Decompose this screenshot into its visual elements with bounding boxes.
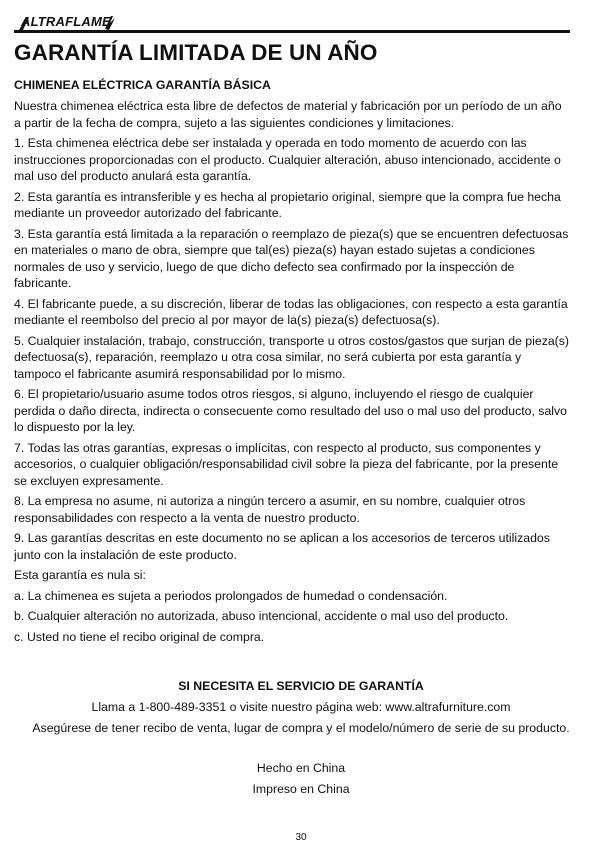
service-section: [0, 676, 602, 739]
page-number: 30: [295, 832, 307, 843]
clause-4: 4. El fabricante puede, a su discreción, liberar de todas las obligaciones, con respecto a esta garantía mediante el reembolso del precio al por mayor de la(s) pieza(s) defectuosa(s).: [14, 296, 568, 327]
intro-paragraph: Nuestra chimenea eléctrica esta libre de defectos de material y fabricación por un período de un año a partir de la fecha de compra, sujeto a las siguientes condiciones y limitaciones.: [14, 99, 562, 130]
printed-in-text: Impreso en China: [252, 782, 350, 796]
clause-8: 8. La empresa no asume, ni autoriza a ningún tercero a asumir, en su nombre, cualquier otros responsabilidades con respecto a la venta de nuestro producto.: [14, 494, 526, 525]
void-condition-c: c. Usted no tiene el recibo original de compra.: [14, 629, 265, 644]
clause-5: 5. Cualquier instalación, trabajo, construcción, transporte u otros costos/gastos que surjan de pieza(s) defectuosa(s), reparación, reemplazo u otra cosa similar, no será cubierta por esta garantía y tampoco el fabricante asumirá responsabilidad por lo mismo.: [14, 333, 570, 381]
service-note: Asegúrese de tener recibo de venta, lugar de compra y el modelo/número de serie de su producto.: [32, 721, 570, 735]
service-contact: Llama a 1-800-489-3351 o visite nuestro página web: www.altrafurniture.com: [91, 700, 511, 714]
clause-6: 6. El propietario/usuario asume todos otros riesgos, si alguno, incluyendo el riesgo de cualquier perdida o daño directa, indirecta o consecuente como resultado del uso o mal uso del producto, salvo lo dispuesto por la ley.: [14, 387, 568, 434]
void-conditions-heading: Esta garantía es nula si:: [14, 568, 146, 582]
void-condition-a: a. La chimenea es sujeta a periodos prolongados de humedad o condensación.: [14, 588, 448, 603]
origin-section: [0, 758, 602, 800]
clause-1: 1. Esta chimenea eléctrica debe ser instalada y operada en todo momento de acuerdo con las instrucciones proporcionadas con el producto. Cualquier alteración, abuso intencionado, accidente o mal uso del producto anulará esta garantía.: [14, 136, 561, 183]
clause-7: 7. Todas las otras garantías, expresas o implícitas, con respecto al producto, sus componentes y accesorios, o cualquier obligación/responsabilidad civil sobre la pieza del fabricante, por la presente se excluyen expresamente.: [14, 440, 559, 488]
made-in-text: Hecho en China: [256, 761, 346, 775]
header-rule: [14, 30, 570, 33]
warranty-body: [14, 78, 570, 649]
clause-3: 3. Esta garantía está limitada a la reparación o reemplazo de pieza(s) que se encuentren defectuosas en materiales o mano de obra, siempre que tal(es) pieza(s) hayan estado sujetas a condiciones normales de uso y servicio, luego de que dicho defecto sea confirmado por la inspección de fabricante.: [14, 226, 569, 290]
page-title: GARANTÍA LIMITADA DE UN AÑO: [14, 40, 378, 65]
void-condition-b: b. Cualquier alteración no autorizada, abuso intencional, accidente o mal uso del producto.: [14, 609, 509, 623]
section-subtitle: CHIMENEA ELÉCTRICA GARANTÍA BÁSICA: [14, 78, 271, 92]
logo-text: ALTRAFLAME: [21, 14, 111, 29]
service-title: SI NECESITA EL SERVICIO DE GARANTÍA: [178, 679, 424, 693]
clause-2: 2. Esta garantía es intransferible y es hecha al propietario original, siempre que la compra fue hecha mediante un proveedor autorizado del fabricante.: [14, 189, 561, 220]
clause-9: 9. Las garantías descritas en este documento no se aplican a los accesorios de terceros utilizados junto con la instalación de este producto.: [14, 531, 550, 562]
